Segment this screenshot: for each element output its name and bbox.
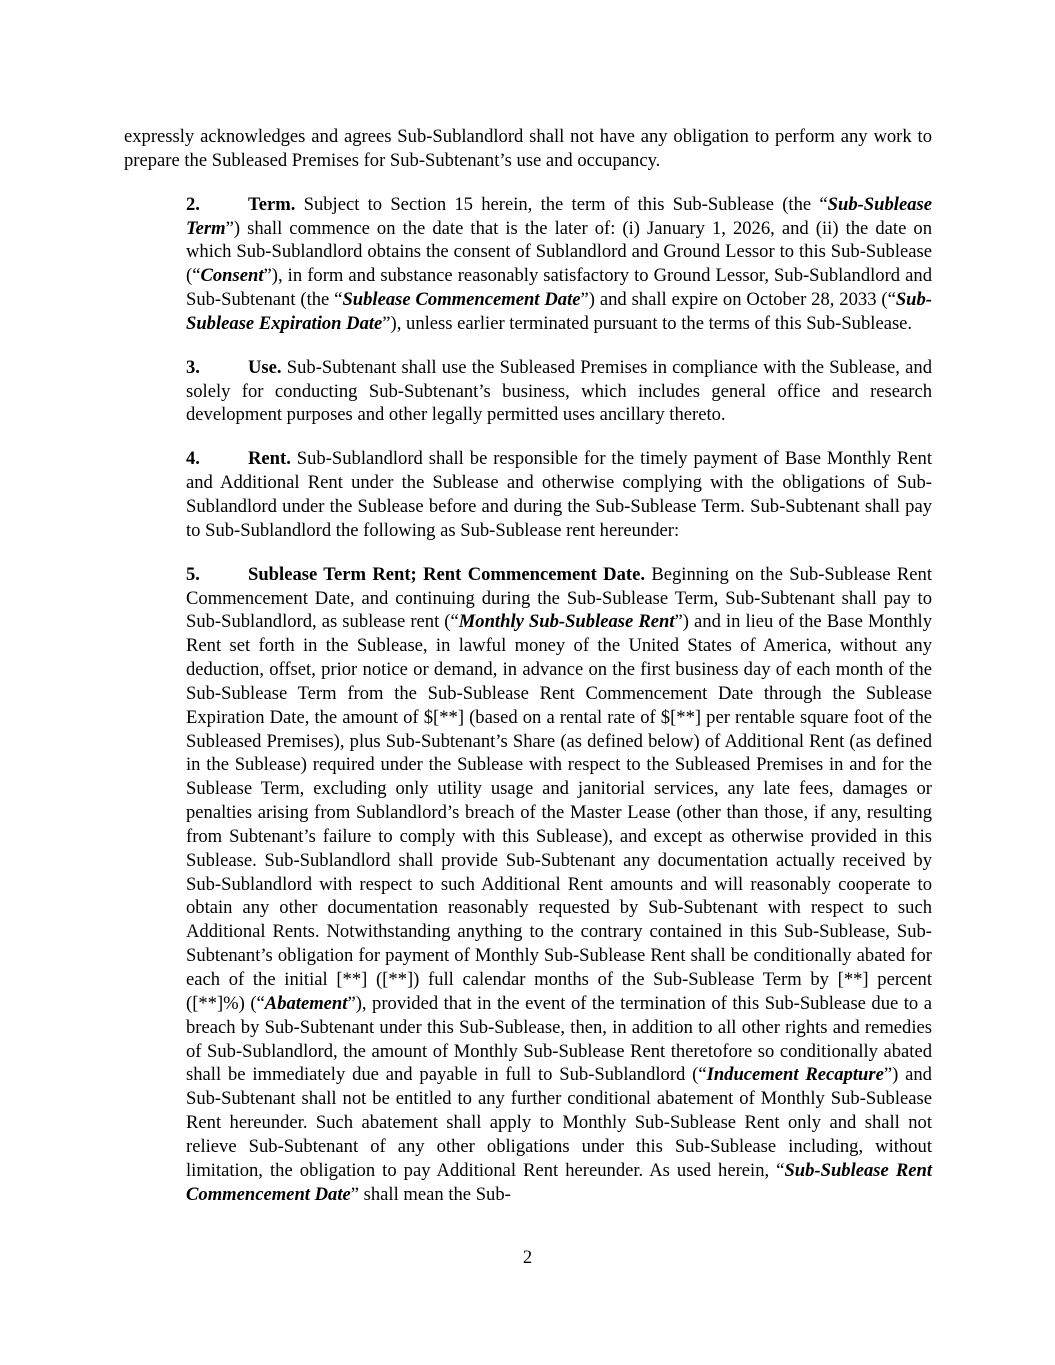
section-3-use: 3. Use. Sub-Subtenant shall use the Subleased Premises in compliance with the Sublease, and solely for conducting Sub-Subtenant’s business, which includes general office and research development purposes and other legally permitted uses ancillary thereto. <box>186 356 932 426</box>
defined-term: Consent <box>200 265 264 287</box>
intro-paragraph: expressly acknowledges and agrees Sub-Sublandlord shall not have any obligation to perform any work to prepare the Subleased Premises for Sub-Subtenant’s use and occupancy. <box>124 126 932 171</box>
defined-term: Sub-Sublease Rent Commencement Date <box>186 1159 932 1205</box>
section-heading: Term. <box>248 193 296 215</box>
section-heading: Rent. <box>248 448 291 470</box>
section-2-term: 2. Term. Subject to Section 15 herein, the term of this Sub-Sublease (the “Sub-Sublease Term”) shall commence on the date that is the later of: (i) January 1, 2026, and (ii) the date on which Sub-Sublandlord obtains the consent of Sublandlord and Ground Lessor to this Sub-Sublease (“Consent”), in form and substance reasonably satisfactory to Ground Lessor, Sub-Sublandlord and Sub-Subtenant (the “Sublease Commencement Date”) and shall expire on October 28, 2033 (“Sub-Sublease Expiration Date”), unless earlier terminated pursuant to the terms of this Sub-Sublease. <box>186 193 932 334</box>
document-page <box>124 125 932 1226</box>
section-number: 2. <box>186 193 200 215</box>
defined-term: Sub-Sublease Term <box>186 193 932 239</box>
section-heading: Sublease Term Rent; Rent Commencement Date. <box>248 563 645 585</box>
section-heading: Use. <box>248 356 282 378</box>
page-number: 2 <box>522 1247 533 1268</box>
section-number: 3. <box>186 356 200 378</box>
defined-term: Inducement Recapture <box>706 1064 884 1086</box>
defined-term: Monthly Sub-Sublease Rent <box>458 611 675 633</box>
defined-term: Sublease Commencement Date <box>342 289 581 311</box>
section-5-sublease-term-rent: 5. Sublease Term Rent; Rent Commencement Date. Beginning on the Sub-Sublease Rent Commencement Date, and continuing during the Sub-Sublease Term, Sub-Subtenant shall pay to Sub-Sublandlord, as sublease rent (“Monthly Sub-Sublease Rent”) and in lieu of the Base Monthly Rent set forth in the Sublease, in lawful money of the United States of America, without any deduction, offset, prior notice or demand, in advance on the first business day of each month of the Sub-Sublease Term from the Sub-Sublease Rent Commencement Date through the Sublease Expiration Date, the amount of $[**] (based on a rental rate of $[**] per rentable square foot of the Subleased Premises), plus Sub-Subtenant’s Share (as defined below) of Additional Rent (as defined in the Sublease) required under the Sublease with respect to the Subleased Premises in and for the Sublease Term, excluding only utility usage and janitorial services, any late fees, damages or penalties arising from Sublandlord’s breach of the Master Lease (other than those, if any, resulting from Subtenant’s failure to comply with this Sublease), and except as otherwise provided in this Sublease. Sub-Sublandlord shall provide Sub-Subtenant any documentation actually received by Sub-Sublandlord with respect to such Additional Rent amounts and will reasonably cooperate to obtain any other documentation reasonably requested by Sub-Subtenant with respect to such Additional Rents. Notwithstanding anything to the contrary contained in this Sub-Sublease, Sub-Subtenant’s obligation for payment of Monthly Sub-Sublease Rent shall be conditionally abated for each of the initial [**] ([**]) full calendar months of the Sub-Sublease Term by [**] percent ([**]%) (“Abatement”), provided that in the event of the termination of this Sub-Sublease due to a breach by Sub-Subtenant under this Sub-Sublease, then, in addition to all other rights and remedies of Sub-Sublandlord, the amount of Monthly Sub-Sublease Rent theretofore so conditionally abated shall be immediately due and payable in full to Sub-Sublandlord (“Inducement Recapture”) and Sub-Subtenant shall not be entitled to any further conditional abatement of Monthly Sub-Sublease Rent hereunder. Such abatement shall apply to Monthly Sub-Sublease Rent only and shall not relieve Sub-Subtenant of any other obligations under this Sub-Sublease including, without limitation, the obligation to pay Additional Rent hereunder. As used herein, “Sub-Sublease Rent Commencement Date” shall mean the Sub- <box>186 563 932 1205</box>
defined-term: Abatement <box>264 992 348 1014</box>
defined-term: Sub-Sublease Expiration Date <box>186 289 932 334</box>
section-4-rent: 4. Rent. Sub-Sublandlord shall be responsible for the timely payment of Base Monthly Rent and Additional Rent under the Sublease and otherwise complying with the obligations of Sub-Sublandlord under the Sublease before and during the Sub-Sublease Term. Sub-Subtenant shall pay to Sub-Sublandlord the following as Sub-Sublease rent hereunder: <box>186 448 932 541</box>
section-number: 4. <box>186 448 200 470</box>
section-number: 5. <box>186 563 200 585</box>
